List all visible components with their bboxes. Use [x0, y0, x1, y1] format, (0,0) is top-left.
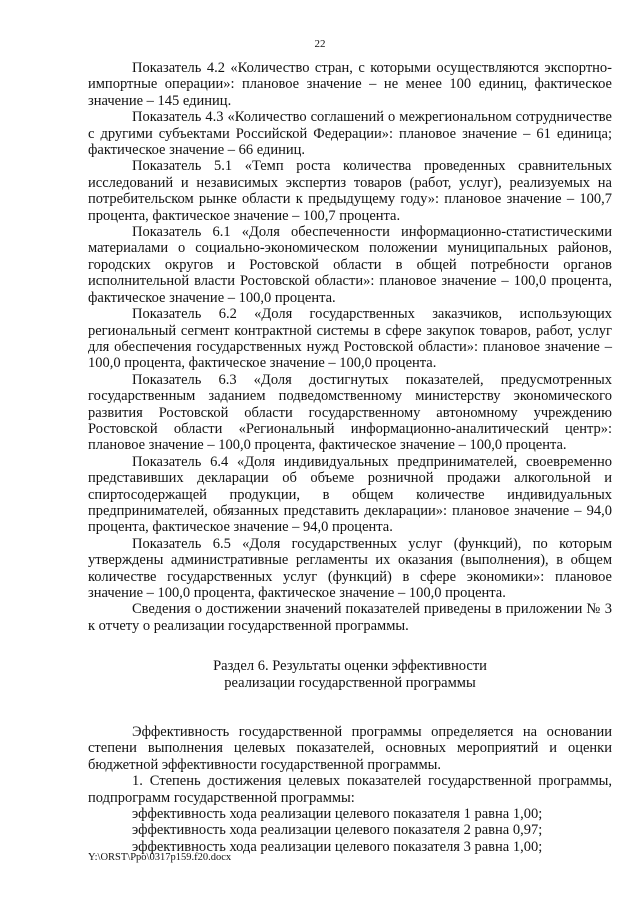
file-path-footer: Y:\ORST\Ppo\0317p159.f20.docx — [88, 852, 232, 863]
paragraph-indicator-6-5: Показатель 6.5 «Доля государственных услуг (функций), по которым утверждены административные регламенты их оказания (выполнения), в общем количестве государственных услуг (функций) в сфере экономики»: плановое значение – 100,0 процента, фактическое значение – 100,0 процента. — [88, 535, 612, 601]
paragraph-indicator-6-2: Показатель 6.2 «Доля государственных заказчиков, использующих региональный сегмент контрактной системы в сфере закупок товаров, работ, услуг для обеспечения государственных нужд Ростовской области»: плановое значение – 100,0 процента, фактическое значение – 100,0 процента. — [88, 306, 612, 372]
list-item: эффективность хода реализации целевого показателя 2 равна 0,97; — [132, 822, 543, 839]
document-body — [88, 60, 612, 855]
list-item: эффективность хода реализации целевого показателя 3 равна 1,00; — [132, 838, 543, 855]
section-heading-line-1: Раздел 6. Результаты оценки эффективности — [213, 658, 487, 675]
list-item: эффективность хода реализации целевого показателя 1 равна 1,00; — [132, 806, 543, 823]
page-number: 22 — [314, 38, 326, 50]
paragraph-appendix-reference: Сведения о достижении значений показателей приведены в приложении № 3 к отчету о реализации государственной программы. — [88, 601, 612, 634]
paragraph-indicator-5-1: Показатель 5.1 «Темп роста количества проведенных сравнительных исследований и независимых экспертиз товаров (работ, услуг), реализуемых на потребительском рынке области к предыдущему году»: плановое значение – 100,7 процента, фактическое значение – 100,7 процента. — [88, 158, 612, 224]
section-heading-line-2: реализации государственной программы — [224, 674, 476, 691]
paragraph-indicator-6-4: Показатель 6.4 «Доля индивидуальных предпринимателей, своевременно представивших декларации об объеме розничной продажи алкогольной и спиртосодержащей продукции, в общем количестве индивидуальных предпринимателей, обязанных представить декларации»: плановое значение – 94,0 процента, фактическое значение – 94,0 процента. — [88, 453, 612, 536]
paragraph-indicator-6-1: Показатель 6.1 «Доля обеспеченности информационно-статистическими материалами о социально-экономическом положении муниципальных районов, городских округов и Ростовской области в общей потребности органов исполнительной власти Ростовской области»: плановое значение – 100,0 процента, фактическое значение – 100,0 процента. — [88, 224, 612, 306]
paragraph-indicator-6-3: Показатель 6.3 «Доля достигнутых показателей, предусмотренных государственным заданием подведомственному министерству экономического развития Ростовской области государственному автономному учреждению Ростовской области «Региональный информационно-аналитический центр»: плановое значение – 100,0 процента, фактическое значение – 100,0 процента. — [88, 371, 612, 454]
paragraph-indicator-4-3: Показатель 4.3 «Количество соглашений о межрегиональном сотрудничестве с другими субъектами Российской Федерации»: плановое значение – 61 единица; фактическое значение – 66 единиц. — [88, 109, 612, 159]
paragraph-degree-of-achievement: 1. Степень достижения целевых показателей государственной программы, подпрограмм государственной программы: — [88, 773, 612, 806]
paragraph-efficiency-intro: Эффективность государственной программы определяется на основании степени выполнения целевых показателей, основных мероприятий и оценки бюджетной эффективности государственной программы. — [88, 724, 612, 773]
paragraph-indicator-4-2: Показатель 4.2 «Количество стран, с которыми осуществляются экспортно-импортные операции»: плановое значение – не менее 100 единиц, фактическое значение – 145 единиц. — [88, 60, 612, 109]
